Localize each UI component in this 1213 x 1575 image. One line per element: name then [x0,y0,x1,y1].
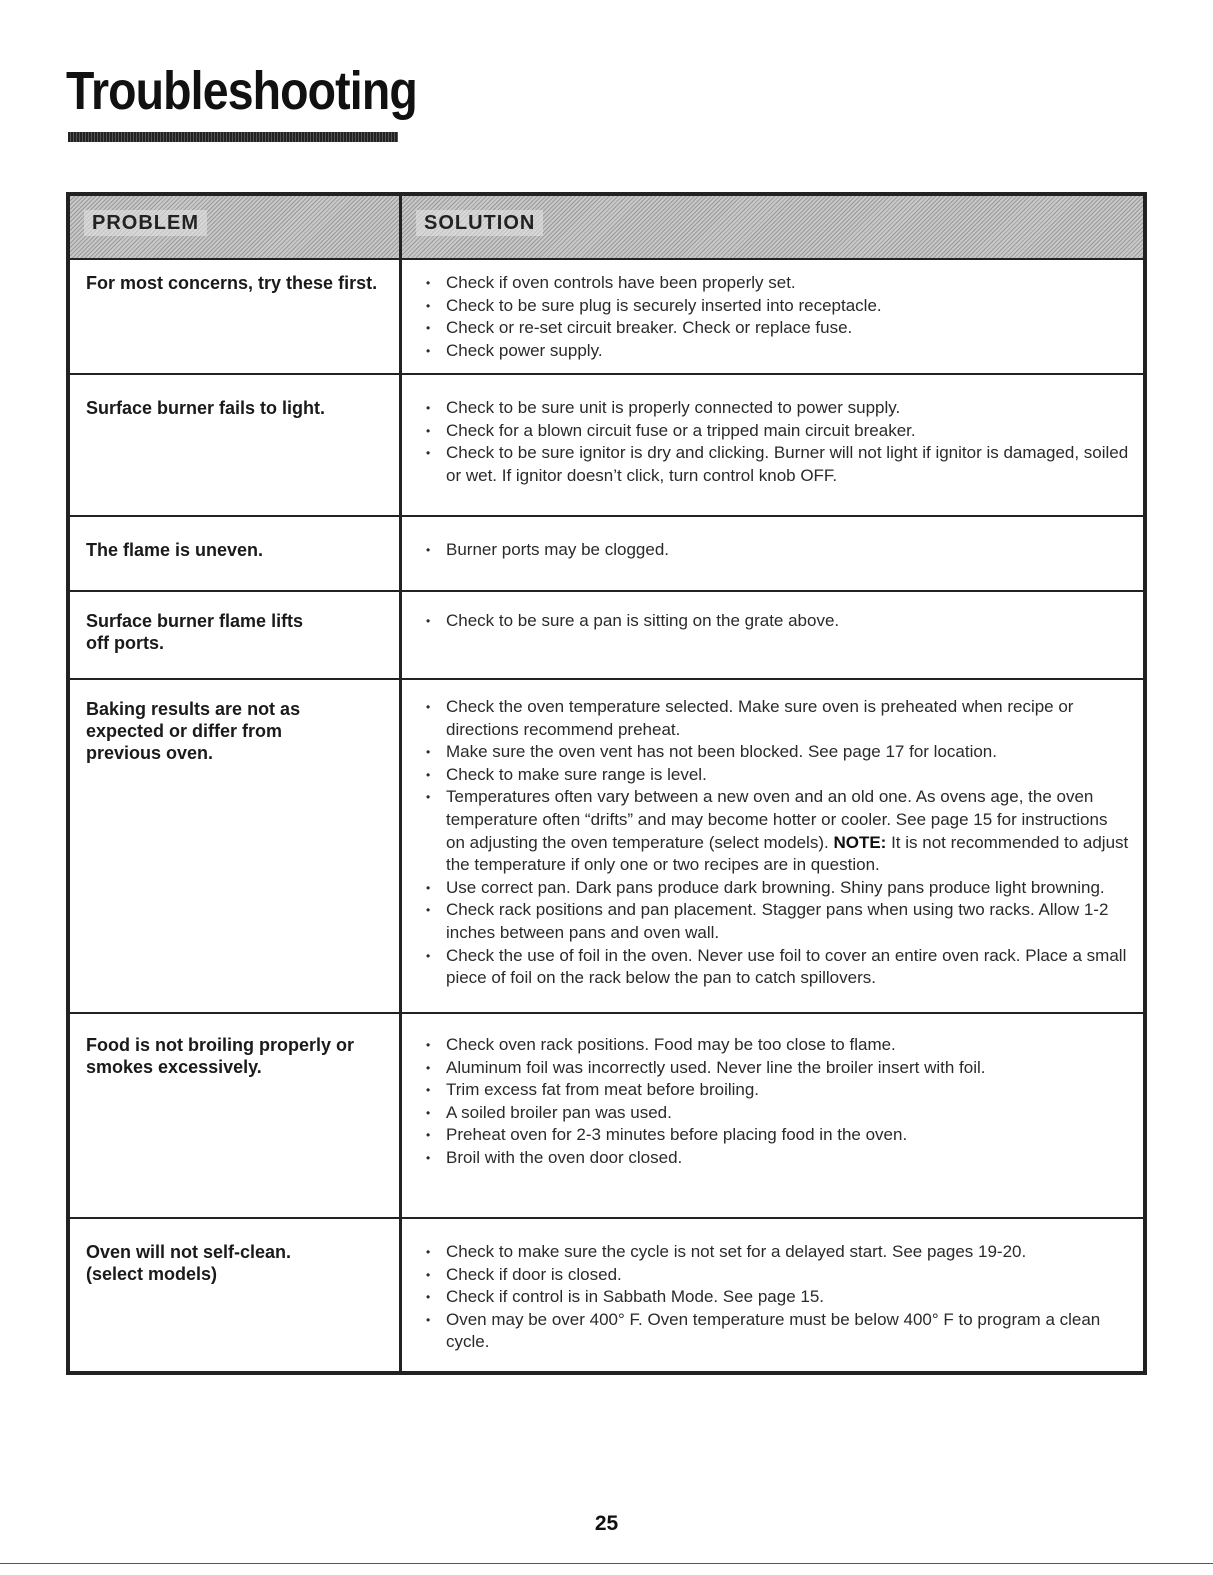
problem-cell [70,1219,402,1371]
solution-item: • Make sure the oven vent has not been blocked. See page 17 for location. [424,741,1129,764]
solution-item: • Check if control is in Sabbath Mode. See page 15. [424,1286,1129,1309]
solution-cell [402,680,1143,1012]
problem-text: (select models) [86,1264,218,1284]
problem-text: Surface burner fails to light. [86,398,326,418]
solution-list [424,539,1129,562]
table-row [70,260,1143,375]
solution-item: • Check rack positions and pan placement. Stagger pans when using two racks. Allow 1-2 inches between pans and oven wall. [424,899,1129,944]
solution-item: • Check to make sure range is level. [424,764,1129,787]
table-row [70,1219,1143,1371]
solution-cell [402,1014,1143,1217]
solution-item: • Use correct pan. Dark pans produce dark browning. Shiny pans produce light browning. [424,877,1129,900]
problem-cell [70,592,402,678]
solution-list [424,272,1129,362]
solution-list [424,1241,1129,1354]
solution-item: • Broil with the oven door closed. [424,1147,1129,1170]
solution-cell [402,1219,1143,1371]
problem-text: The flame is uneven. [86,540,264,560]
solution-item [424,786,1129,876]
solution-text: Temperatures often vary between a new oven and an old one. As ovens age, the oven temperature often “drifts” and may become hotter or cooler. See page 15 for instructions on adjusting the oven temperature (select models). [446,787,1108,852]
table-row [70,517,1143,592]
problem-header-label: PROBLEM [84,210,207,236]
solution-item: • Check or re-set circuit breaker. Check or replace fuse. [424,317,1129,340]
bottom-divider [0,1563,1213,1564]
problem-cell [70,1014,402,1217]
solution-cell [402,517,1143,590]
troubleshooting-table [66,192,1147,1375]
title-underline [68,132,398,142]
table-header [70,196,1143,260]
solution-list [424,696,1129,990]
problem-column-header [70,196,402,258]
problem-text: previous oven. [86,743,214,763]
solution-item: • Oven may be over 400° F. Oven temperature must be below 400° F to program a clean cycle. [424,1309,1129,1354]
solution-cell [402,375,1143,515]
solution-item: • Check the oven temperature selected. Make sure oven is preheated when recipe or directions recommend preheat. [424,696,1129,741]
solution-item: • Check to be sure ignitor is dry and clicking. Burner will not light if ignitor is damaged, soiled or wet. If ignitor doesn’t click, turn control knob OFF. [424,442,1129,487]
problem-cell [70,680,402,1012]
problem-text: For most concerns, try these first. [86,273,378,293]
problem-cell [70,260,402,373]
solution-item: • Check oven rack positions. Food may be too close to flame. [424,1034,1129,1057]
solution-list [424,397,1129,487]
solution-item: • Burner ports may be clogged. [424,539,1129,562]
table-row [70,592,1143,680]
solution-item: • Check if door is closed. [424,1264,1129,1287]
solution-column-header [402,196,1143,258]
solution-cell [402,592,1143,678]
solution-item: • Check to be sure unit is properly connected to power supply. [424,397,1129,420]
solution-item: • Check to be sure a pan is sitting on the grate above. [424,610,1129,633]
solution-list [424,1034,1129,1170]
note-text: It is not recommended to adjust the temperature if only one or two recipes are in question. [446,832,1129,875]
problem-cell [70,517,402,590]
note-label: NOTE: [833,832,887,852]
problem-text: Baking results are not as [86,699,301,719]
solution-item: • Check to be sure plug is securely inserted into receptacle. [424,295,1129,318]
page-number: 25 [594,1512,619,1535]
solution-item: • Trim excess fat from meat before broiling. [424,1079,1129,1102]
problem-cell [70,375,402,515]
solution-header-label: SOLUTION [416,210,543,236]
table-row [70,375,1143,517]
solution-item: • Check power supply. [424,340,1129,363]
solution-item: • Aluminum foil was incorrectly used. Never line the broiler insert with foil. [424,1057,1129,1080]
table-row [70,680,1143,1014]
problem-text: off ports. [86,633,164,653]
solution-cell [402,260,1143,373]
table-row [70,1014,1143,1219]
solution-list [424,610,1129,633]
solution-item: • Preheat oven for 2-3 minutes before placing food in the oven. [424,1124,1129,1147]
problem-text: expected or differ from [86,721,283,741]
solution-item: • Check for a blown circuit fuse or a tripped main circuit breaker. [424,420,1129,443]
solution-item: • A soiled broiler pan was used. [424,1102,1129,1125]
problem-text: smokes excessively. [86,1057,262,1077]
solution-item: • Check if oven controls have been properly set. [424,272,1129,295]
problem-text: Food is not broiling properly or [86,1035,354,1055]
solution-item: • Check the use of foil in the oven. Never use foil to cover an entire oven rack. Place a small piece of foil on the rack below the pan to catch spillovers. [424,945,1129,990]
solution-item: • Check to make sure the cycle is not set for a delayed start. See pages 19-20. [424,1241,1129,1264]
page-title: Troubleshooting [66,61,417,121]
problem-text: Surface burner flame lifts [86,611,304,631]
problem-text: Oven will not self-clean. [86,1242,292,1262]
